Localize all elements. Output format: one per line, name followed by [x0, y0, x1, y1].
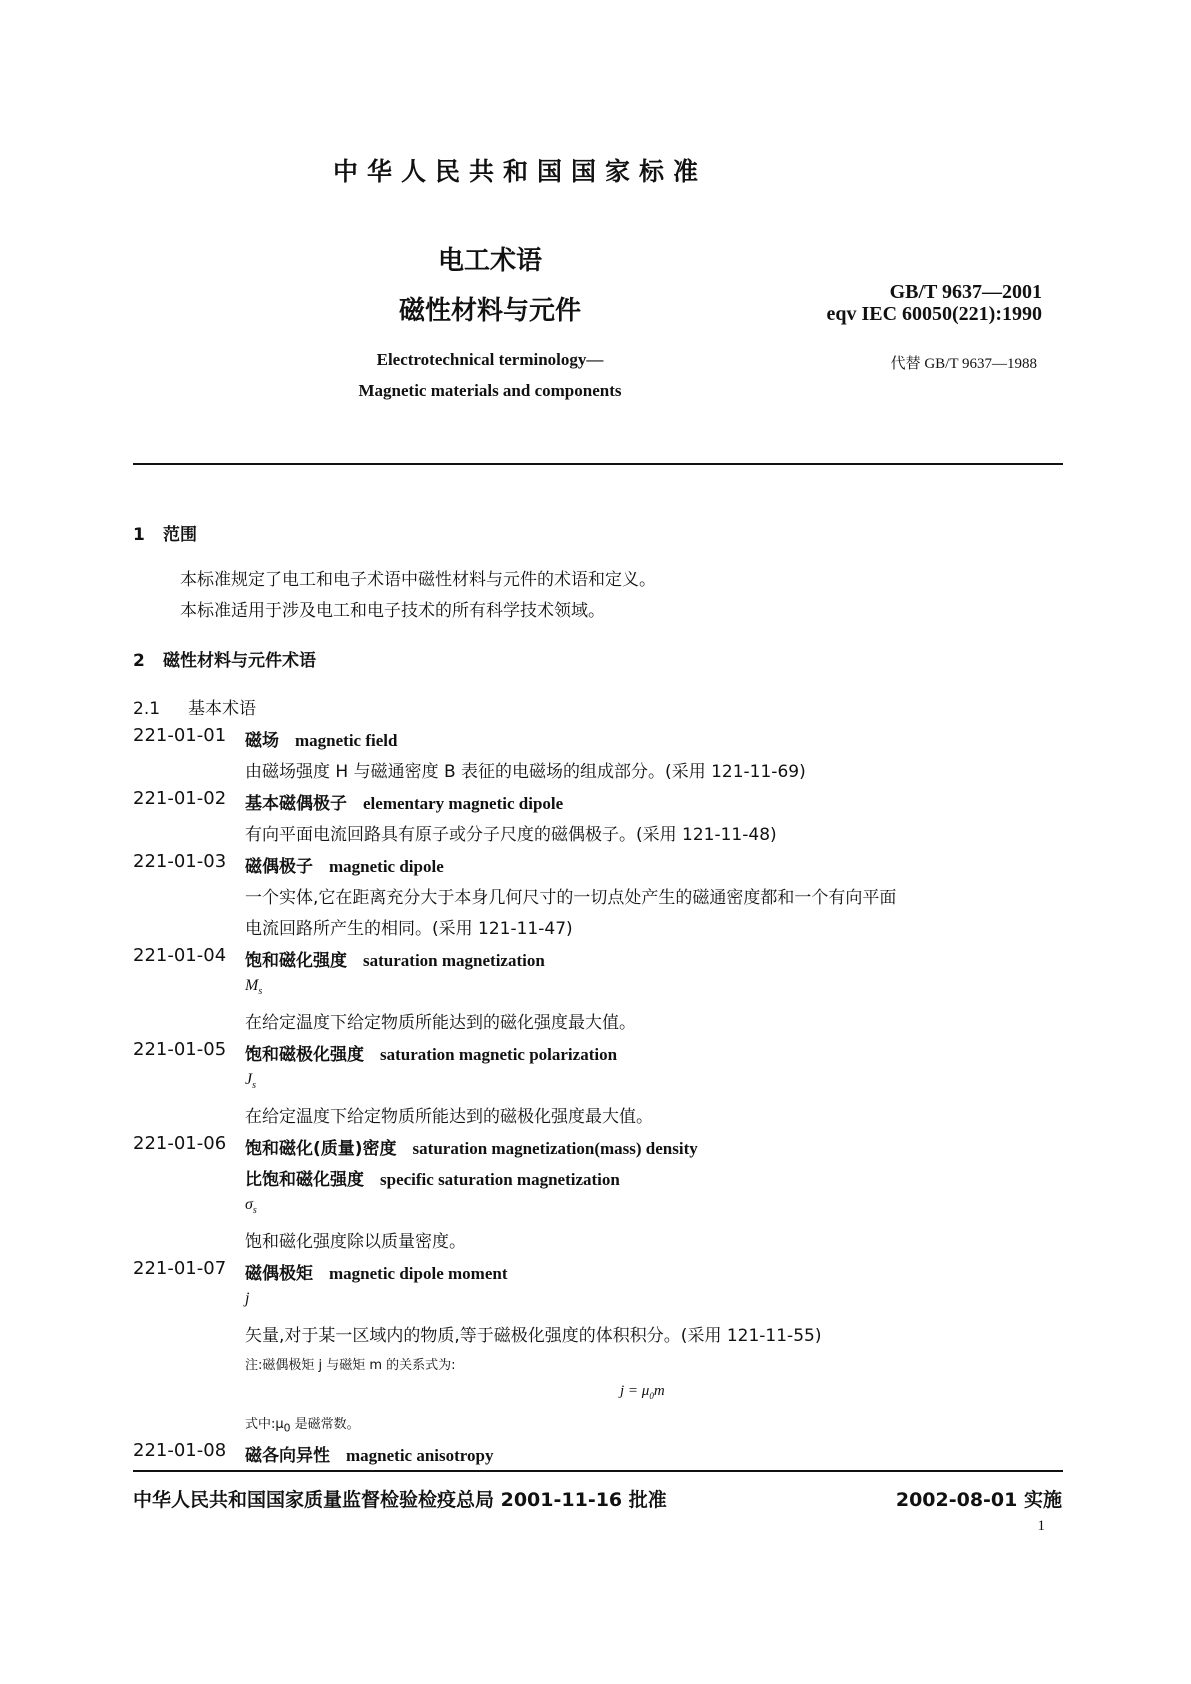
page-number: 1 [1037, 1518, 1045, 1534]
symbol-letter: σ [245, 1196, 253, 1213]
term-synonym-en: specific saturation magnetization [380, 1170, 620, 1189]
term-number: 221-01-03 [133, 851, 227, 872]
term-heading [245, 726, 397, 751]
term-heading [245, 1040, 617, 1065]
term-heading [245, 1441, 494, 1466]
equivalence-code: eqv IEC 60050(221):1990 [826, 303, 1042, 325]
formula-lhs: j = μ [620, 1383, 650, 1399]
title-en-line-1: Electrotechnical terminology— [376, 350, 604, 369]
term-definition-line-2: 电流回路所产生的相同。(采用 121-11-47) [245, 919, 573, 939]
title-cn-line-2: 磁性材料与元件 [398, 296, 581, 326]
term-cn: 磁偶极矩 [245, 1264, 313, 1284]
term-number: 221-01-07 [133, 1258, 227, 1279]
effective-date: 2002-08-01 实施 [895, 1489, 1062, 1511]
term-en: magnetic anisotropy [346, 1446, 494, 1465]
formula-where [245, 1413, 360, 1435]
term-definition: 矢量,对于某一区域内的物质,等于磁极化强度的体积积分。(采用 121-11-55) [245, 1326, 822, 1346]
term-cn: 磁场 [245, 731, 279, 751]
formula-rhs: m [653, 1383, 665, 1399]
term-definition: 由磁场强度 H 与磁通密度 B 表征的电磁场的组成部分。(采用 121-11-69) [245, 762, 806, 782]
term-heading [245, 946, 545, 971]
symbol-subscript: s [252, 1080, 257, 1092]
term-en: magnetic dipole moment [329, 1264, 508, 1283]
symbol-subscript: s [258, 986, 263, 998]
term-en: saturation magnetization(mass) density [412, 1139, 698, 1158]
term-en: magnetic field [295, 731, 398, 750]
section-2-1-number: 2.1 [133, 699, 161, 719]
term-number: 221-01-08 [133, 1440, 227, 1461]
term-cn: 基本磁偶极子 [245, 794, 347, 814]
term-symbol: j [245, 1290, 250, 1307]
term-definition: 在给定温度下给定物质所能达到的磁化强度最大值。 [245, 1013, 636, 1033]
term-en: magnetic dipole [329, 857, 444, 876]
symbol-letter: J [245, 1071, 253, 1088]
where-subscript: 0 [283, 1421, 291, 1435]
formula-subscript: 0 [649, 1391, 654, 1401]
term-heading [245, 789, 563, 814]
section-1-heading [133, 520, 197, 545]
term-cn: 饱和磁化强度 [245, 951, 347, 971]
scope-paragraph-1: 本标准规定了电工和电子术语中磁性材料与元件的术语和定义。 [180, 570, 656, 590]
title-cn-line-1: 电工术语 [437, 246, 542, 276]
term-en: saturation magnetic polarization [380, 1045, 618, 1064]
term-definition: 有向平面电流回路具有原子或分子尺度的磁偶极子。(采用 121-11-48) [245, 825, 777, 845]
term-cn: 磁各向异性 [245, 1446, 330, 1466]
symbol-subscript: s [252, 1205, 257, 1217]
term-number: 221-01-05 [133, 1039, 227, 1060]
where-suffix: 是磁常数。 [290, 1417, 360, 1432]
header-divider [133, 463, 1063, 465]
term-symbol [245, 977, 262, 997]
section-2-heading [133, 646, 316, 671]
term-cn: 饱和磁极化强度 [245, 1045, 364, 1065]
formula [620, 1383, 665, 1401]
section-2-number: 2 [133, 651, 145, 671]
term-definition: 饱和磁化强度除以质量密度。 [245, 1232, 466, 1252]
section-1-title: 范围 [163, 525, 197, 545]
term-number: 221-01-02 [133, 788, 227, 809]
standard-header: 中华人民共和国国家标准 [332, 157, 707, 186]
term-heading [245, 1134, 698, 1159]
section-1-number: 1 [133, 525, 145, 545]
term-en: elementary magnetic dipole [363, 794, 564, 813]
footer-divider [133, 1470, 1063, 1472]
title-en-line-2: Magnetic materials and components [358, 381, 622, 400]
term-cn: 饱和磁化(质量)密度 [245, 1139, 397, 1159]
standard-code: GB/T 9637—2001 [889, 281, 1042, 303]
section-2-title: 磁性材料与元件术语 [163, 651, 316, 671]
section-2-1-heading [133, 694, 256, 719]
term-cn: 磁偶极子 [245, 857, 313, 877]
section-2-1-title: 基本术语 [188, 699, 256, 719]
term-heading [245, 852, 444, 877]
symbol-letter: M [245, 977, 259, 994]
term-note: 注:磁偶极矩 j 与磁矩 m 的关系式为: [245, 1358, 456, 1373]
term-definition: 在给定温度下给定物质所能达到的磁极化强度最大值。 [245, 1107, 653, 1127]
term-number: 221-01-06 [133, 1133, 227, 1154]
term-synonym [245, 1165, 620, 1190]
term-definition-line-1: 一个实体,它在距离充分大于本身几何尺寸的一切点处产生的磁通密度都和一个有向平面 [245, 888, 897, 908]
where-prefix: 式中:μ [245, 1417, 284, 1432]
replaces-code: 代替 GB/T 9637—1988 [890, 356, 1037, 372]
term-number: 221-01-01 [133, 725, 227, 746]
term-symbol [245, 1196, 257, 1216]
approval-statement: 中华人民共和国国家质量监督检验检疫总局 2001-11-16 批准 [133, 1489, 667, 1511]
term-symbol [245, 1071, 256, 1091]
term-heading [245, 1259, 507, 1284]
scope-paragraph-2: 本标准适用于涉及电工和电子技术的所有科学技术领域。 [180, 601, 605, 621]
term-synonym-cn: 比饱和磁化强度 [245, 1170, 364, 1190]
term-number: 221-01-04 [133, 945, 227, 966]
term-en: saturation magnetization [363, 951, 545, 970]
